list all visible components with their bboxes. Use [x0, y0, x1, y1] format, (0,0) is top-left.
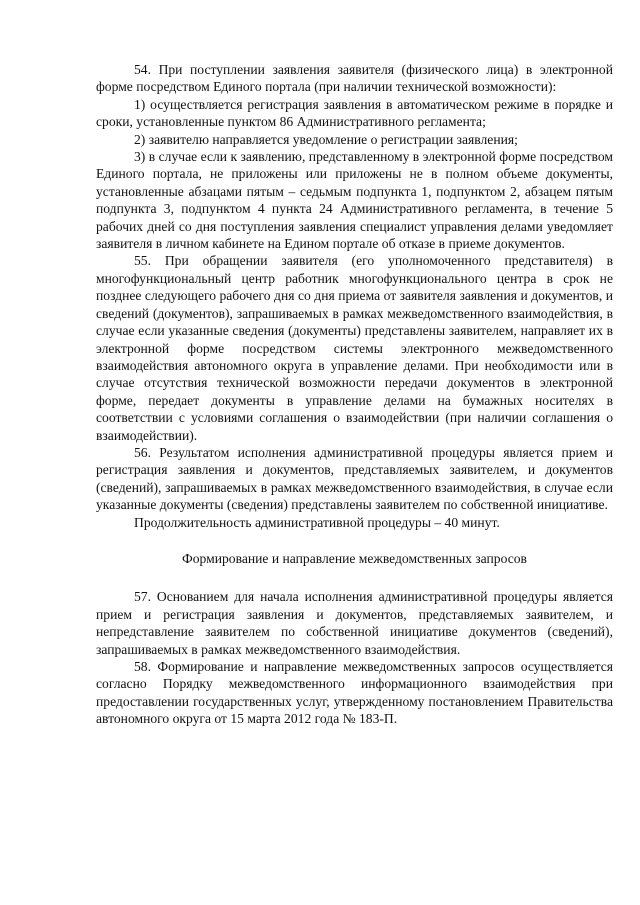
paragraph-56: 56. Результатом исполнения административной процедуры является прием и регистрация заявления и документов, представляемых заявителем, и документов (сведений), запрашиваемых в рамках межведомственного взаимодействия, в случае если указанные документы (сведения) представлены заявителем по собственной инициативе. [96, 444, 613, 513]
paragraph-57: 57. Основанием для начала исполнения административной процедуры является прием и регистрация заявления и документов, представляемых заявителем, и непредставление заявителем по собственной инициативе документов (сведений), запрашиваемых в рамках межведомственного взаимодействия. [96, 589, 613, 657]
document-body [96, 61, 613, 728]
paragraph-58: 58. Формирование и направление межведомственных запросов осуществляется согласно Порядку межведомственного информационного взаимодействия при предоставлении государственных услуг, утвержденному постановлением Правительства автономного округа от 15 марта 2012 года № 183-П. [96, 659, 613, 727]
duration-note: Продолжительность административной процедуры – 40 минут. [134, 514, 500, 530]
paragraph-54-item-3: 3) в случае если к заявлению, представленному в электронной форме посредством Единого портала, не приложены или приложены не в полном объеме документы, установленные абзацами пятым – седьмым подпункта 1, подпунктом 2, абзацем пятым подпункта 3, подпунктом 4 пункта 24 Административного регламента, в течение 5 рабочих дней со дня поступления заявления специалист управления делами уведомляет заявителя в личном кабинете на Едином портале об отказе в приеме документов. [96, 149, 613, 252]
paragraph-54-item-2: 2) заявителю направляется уведомление о регистрации заявления; [134, 131, 518, 147]
paragraph-54-item-1: 1) осуществляется регистрация заявления в автоматическом режиме в порядке и сроки, установленные пунктом 86 Административного регламента; [96, 96, 613, 130]
paragraph-54: 54. При поступлении заявления заявителя (физического лица) в электронной форме посредством Единого портала (при наличии технической возможности): [96, 62, 613, 95]
section-heading: Формирование и направление межведомственных запросов [182, 550, 527, 566]
paragraph-55: 55. При обращении заявителя (его уполномоченного представителя) в многофункциональный центр работник многофункционального центра в срок не позднее следующего рабочего дня со дня приема от заявителя заявления и документов, и сведений (документов), запрашиваемых в рамках межведомственного взаимодействия, в случае если указанные сведения (документы) представлены заявителем, направляет их в электронной форме посредством системы электронного межведомственного взаимодействия автономного округа в управление делами. При необходимости или в случае отсутствия технической возможности передачи документов в электронной форме, передает документы в управление делами на бумажных носителях в соответствии с условиями соглашения о взаимодействии (при наличии соглашения о взаимодействии). [96, 253, 613, 443]
